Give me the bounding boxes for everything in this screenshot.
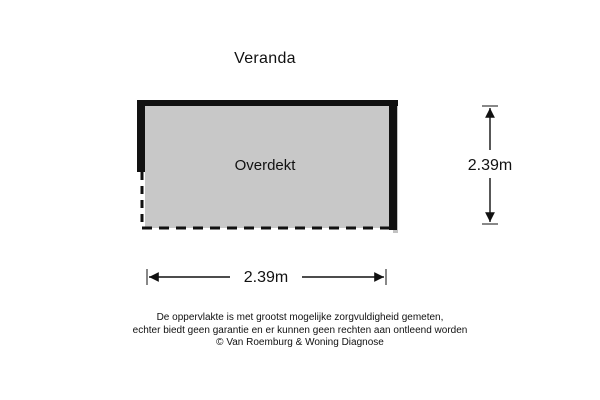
disclaimer-line-3: © Van Roemburg & Woning Diagnose [216,337,384,348]
disclaimer-line-2: echter biedt geen garantie en er kunnen geen rechten aan ontleend worden [132,324,468,336]
dim-vertical-label: 2.39m [467,157,513,174]
room-label: Overdekt [234,157,296,174]
disclaimer [0,312,600,350]
disclaimer-line-1: De oppervlakte is met grootst mogelijke zorgvuldigheid gemeten, [156,312,444,323]
wall-left [137,100,145,172]
dim-horizontal-label: 2.39m [243,269,289,286]
wall-right [389,100,397,230]
plan-title: Veranda [234,50,296,67]
wall-top [137,100,398,106]
